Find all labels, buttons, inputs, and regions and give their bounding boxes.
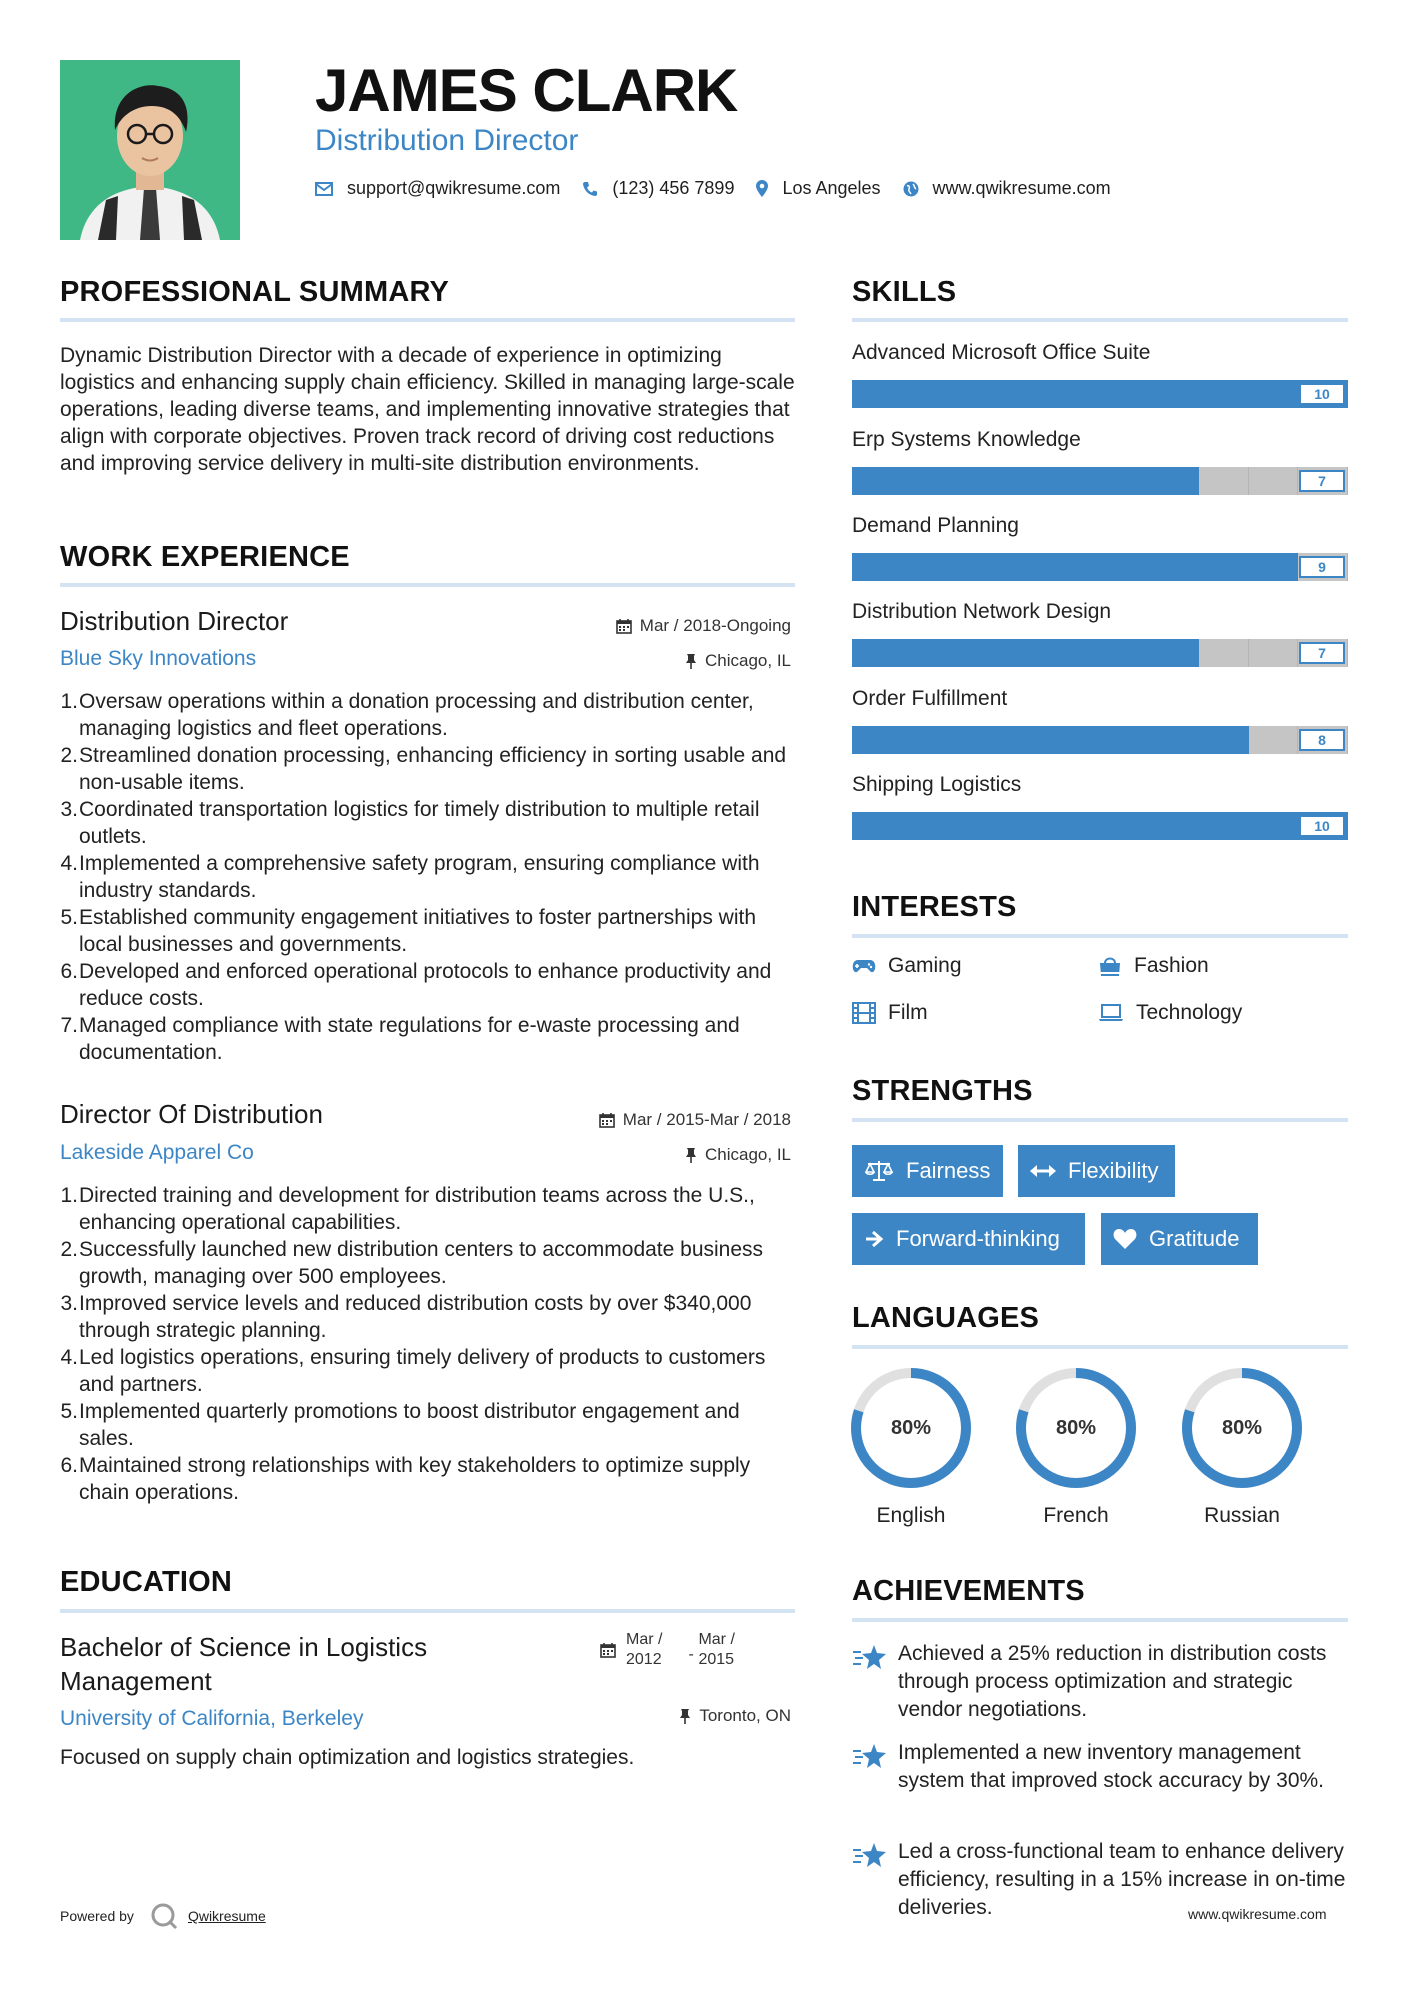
interest-label: Technology <box>1136 1001 1243 1024</box>
education-start-year: 2012 <box>626 1651 662 1668</box>
shopping-bag-icon <box>1098 955 1122 977</box>
language-item <box>1180 1366 1304 1528</box>
skill-bar-segment <box>1249 639 1299 667</box>
interest-fashion <box>1098 954 1209 978</box>
experience-rule <box>60 583 795 587</box>
language-name: French <box>1043 1504 1109 1527</box>
film-icon <box>852 1002 876 1024</box>
duty-item <box>60 688 800 742</box>
job-duties-list <box>60 688 800 1066</box>
language-name: Russian <box>1204 1504 1280 1527</box>
education-school: University of California, Berkeley <box>60 1707 364 1730</box>
contact-location <box>756 178 880 199</box>
skill-bar-fill <box>852 639 1199 667</box>
interests-heading: INTERESTS <box>852 891 1017 923</box>
calendar-icon <box>616 618 632 634</box>
job-dates-text: Mar / 2018-Ongoing <box>639 616 791 635</box>
duty-text: Successfully launched new distribution centers to accommodate business growth, managing over 500 employees. <box>79 1238 764 1288</box>
qwikresume-link[interactable]: Qwikresume <box>187 1908 266 1924</box>
contact-bar <box>315 178 1133 199</box>
duty-number: 3. <box>60 1292 78 1315</box>
job-location <box>685 651 791 671</box>
duty-item <box>60 796 800 850</box>
contact-website[interactable] <box>903 178 1111 199</box>
languages-heading: LANGUAGES <box>852 1302 1040 1334</box>
duty-item <box>60 1012 800 1066</box>
contact-email-text: support@qwikresume.com <box>347 178 561 198</box>
duty-item <box>60 1182 800 1236</box>
skill-level-badge: 9 <box>1299 556 1345 578</box>
achievement-item <box>852 1838 1352 1922</box>
strength-label: Gratitude <box>1149 1226 1240 1251</box>
language-percent: 80% <box>1055 1417 1097 1439</box>
interest-gaming <box>852 954 962 978</box>
language-ring <box>1180 1366 1304 1490</box>
skill-name: Advanced Microsoft Office Suite <box>852 341 1151 364</box>
duty-text: Managed compliance with state regulations for e-waste processing and documentation. <box>79 1014 740 1064</box>
job-dates-text: Mar / 2015-Mar / 2018 <box>622 1110 791 1129</box>
language-name: English <box>876 1504 946 1527</box>
job-location <box>685 1145 791 1165</box>
duty-number: 4. <box>60 1346 78 1369</box>
job-location-text: Chicago, IL <box>705 1145 791 1164</box>
arrows-horizontal-icon <box>1030 1164 1056 1178</box>
language-item <box>1014 1366 1138 1528</box>
duty-number: 4. <box>60 852 78 875</box>
job-company: Lakeside Apparel Co <box>60 1141 254 1164</box>
job-dates <box>616 616 791 636</box>
skill-bar <box>852 467 1348 495</box>
calendar-icon <box>600 1642 616 1658</box>
skill-bar-fill <box>852 726 1249 754</box>
strength-flexibility <box>1018 1145 1175 1197</box>
duty-number: 1. <box>60 1184 78 1207</box>
job-dates <box>599 1110 791 1130</box>
globe-icon <box>903 181 919 197</box>
skill-level-badge: 7 <box>1299 642 1345 664</box>
duty-item <box>60 742 800 796</box>
language-percent: 80% <box>890 1417 932 1439</box>
laptop-icon <box>1098 1004 1124 1022</box>
map-pin-icon <box>756 180 768 197</box>
duty-text: Maintained strong relationships with key stakeholders to optimize supply chain operations. <box>79 1454 751 1504</box>
strength-label: Flexibility <box>1068 1158 1159 1183</box>
skill-bar-fill <box>852 467 1199 495</box>
duty-item <box>60 1290 800 1344</box>
achievement-text: Led a cross-functional team to enhance delivery efficiency, resulting in a 15% increase in on-time deliveries. <box>898 1840 1346 1919</box>
job-duties-list <box>60 1182 800 1506</box>
skill-level-badge: 10 <box>1299 383 1345 405</box>
heart-icon <box>1113 1228 1137 1250</box>
qwikresume-logo-icon <box>150 1902 178 1930</box>
skill-bar-fill <box>852 380 1348 408</box>
contact-website-text: www.qwikresume.com <box>932 178 1111 198</box>
skill-bar-fill <box>852 553 1298 581</box>
interest-film <box>852 1001 928 1025</box>
duty-text: Oversaw operations within a donation processing and distribution center, managing logistics and fleet operations. <box>79 690 754 740</box>
skill-name: Shipping Logistics <box>852 773 1022 796</box>
strength-gratitude <box>1101 1213 1258 1265</box>
gamepad-icon <box>852 958 876 974</box>
duty-number: 6. <box>60 960 78 983</box>
education-rule <box>60 1609 795 1613</box>
education-description: Focused on supply chain optimization and logistics strategies. <box>60 1746 635 1769</box>
candidate-role: Distribution Director <box>315 124 579 157</box>
strength-label: Forward-thinking <box>896 1226 1060 1251</box>
job-title: Distribution Director <box>60 606 289 636</box>
duty-text: Streamlined donation processing, enhancing efficiency in sorting usable and non-usable items. <box>79 744 787 794</box>
duty-number: 2. <box>60 1238 78 1261</box>
duty-text: Led logistics operations, ensuring timely delivery of products to customers and partners. <box>79 1346 766 1396</box>
education-heading: EDUCATION <box>60 1566 233 1598</box>
phone-icon <box>582 181 598 197</box>
footer-website[interactable]: www.qwikresume.com <box>1188 1906 1327 1922</box>
contact-location-text: Los Angeles <box>782 178 881 198</box>
skill-bar <box>852 380 1348 408</box>
duty-text: Implemented quarterly promotions to boost distributor engagement and sales. <box>79 1400 740 1450</box>
envelope-icon <box>315 182 333 196</box>
achievement-text: Achieved a 25% reduction in distribution costs through process optimization and strategic vendor negotiations. <box>898 1642 1327 1721</box>
contact-email[interactable] <box>315 178 560 199</box>
pushpin-icon <box>679 1708 691 1725</box>
shooting-star-icon <box>852 1642 888 1672</box>
education-start-month: Mar / <box>626 1631 663 1648</box>
duty-text: Implemented a comprehensive safety program, ensuring compliance with industry standards. <box>79 852 760 902</box>
language-ring <box>849 1366 973 1490</box>
arrow-right-icon <box>864 1229 884 1249</box>
strength-label: Fairness <box>906 1158 991 1183</box>
education-end-year: 2015 <box>698 1651 735 1668</box>
duty-number: 1. <box>60 690 78 713</box>
duty-item <box>60 904 800 958</box>
job-title: Director Of Distribution <box>60 1099 323 1129</box>
strength-fairness <box>852 1145 1003 1197</box>
skill-bar-fill <box>852 812 1348 840</box>
contact-phone[interactable] <box>582 178 734 199</box>
duty-text: Directed training and development for distribution teams across the U.S., enhancing operational capabilities. <box>79 1184 755 1234</box>
duty-number: 3. <box>60 798 78 821</box>
education-end <box>688 1630 735 1670</box>
job-location-text: Chicago, IL <box>705 651 791 670</box>
education-date-dash: - <box>688 1646 694 1663</box>
skill-bar <box>852 812 1348 840</box>
languages-rule <box>852 1345 1348 1349</box>
skill-bar-segment <box>1249 467 1299 495</box>
summary-rule <box>60 318 795 322</box>
shooting-star-icon <box>852 1840 888 1870</box>
skill-name: Order Fulfillment <box>852 687 1008 710</box>
education-degree: Bachelor of Science in Logistics Management <box>60 1632 428 1696</box>
powered-by <box>60 1902 266 1930</box>
achievements-rule <box>852 1618 1348 1622</box>
skill-bar-segment <box>1199 467 1249 495</box>
duty-item <box>60 850 800 904</box>
duty-item <box>60 1344 800 1398</box>
skill-bar <box>852 553 1348 581</box>
strengths-rule <box>852 1118 1348 1122</box>
candidate-name: JAMES CLARK <box>315 57 738 124</box>
duty-text: Developed and enforced operational protocols to enhance productivity and reduce costs. <box>79 960 772 1010</box>
achievement-item <box>852 1640 1352 1724</box>
profile-photo <box>60 60 240 240</box>
language-item <box>849 1366 973 1528</box>
skill-bar-segment <box>1199 639 1249 667</box>
duty-item <box>60 1452 800 1506</box>
language-ring <box>1014 1366 1138 1490</box>
strengths-heading: STRENGTHS <box>852 1075 1033 1107</box>
summary-heading: PROFESSIONAL SUMMARY <box>60 276 450 308</box>
education-dates <box>600 1630 771 1670</box>
duty-number: 7. <box>60 1014 78 1037</box>
duty-text: Improved service levels and reduced distribution costs by over $340,000 through strategic planning. <box>79 1292 752 1342</box>
achievement-text: Implemented a new inventory management system that improved stock accuracy by 30%. <box>898 1741 1324 1792</box>
skill-level-badge: 8 <box>1299 729 1345 751</box>
skill-name: Demand Planning <box>852 514 1019 537</box>
strength-forward-thinking <box>852 1213 1085 1265</box>
interest-label: Gaming <box>888 954 962 977</box>
duty-number: 5. <box>60 1400 78 1423</box>
pushpin-icon <box>685 1147 697 1164</box>
achievement-item <box>852 1739 1352 1795</box>
duty-text: Coordinated transportation logistics for timely distribution to multiple retail outlets. <box>79 798 760 848</box>
skill-level-badge: 10 <box>1299 815 1345 837</box>
language-percent: 80% <box>1221 1417 1263 1439</box>
education-start <box>626 1630 662 1670</box>
skill-bar-segment <box>1249 726 1299 754</box>
duty-item <box>60 1398 800 1452</box>
skill-name: Erp Systems Knowledge <box>852 428 1081 451</box>
interest-label: Film <box>888 1001 928 1024</box>
education-location-text: Toronto, ON <box>699 1706 791 1725</box>
skill-name: Distribution Network Design <box>852 600 1112 623</box>
summary-text: Dynamic Distribution Director with a decade of experience in optimizing logistics and enhancing supply chain efficiency. Skilled in managing large-scale operations, leading diverse teams, and implementing innovative strategies that align with corporate objectives. Proven track record of driving cost reductions and improving service delivery in multi-site distribution environments. <box>60 344 795 475</box>
duty-item <box>60 958 800 1012</box>
duty-number: 2. <box>60 744 78 767</box>
interest-technology <box>1098 1001 1242 1025</box>
skill-bar <box>852 639 1348 667</box>
interests-rule <box>852 934 1348 938</box>
powered-by-label: Powered by <box>60 1908 134 1924</box>
education-location <box>679 1706 791 1726</box>
duty-item <box>60 1236 800 1290</box>
achievements-heading: ACHIEVEMENTS <box>852 1575 1085 1607</box>
skill-level-badge: 7 <box>1299 470 1345 492</box>
education-end-month: Mar / <box>698 1631 735 1648</box>
skill-bar <box>852 726 1348 754</box>
skills-heading: SKILLS <box>852 276 957 308</box>
calendar-icon <box>599 1112 615 1128</box>
balance-scale-icon <box>864 1159 894 1183</box>
duty-text: Established community engagement initiatives to foster partnerships with local businesses and governments. <box>79 906 757 956</box>
interest-label: Fashion <box>1134 954 1209 977</box>
duty-number: 6. <box>60 1454 78 1477</box>
shooting-star-icon <box>852 1741 888 1771</box>
duty-number: 5. <box>60 906 78 929</box>
skills-rule <box>852 318 1348 322</box>
job-company: Blue Sky Innovations <box>60 647 257 670</box>
experience-heading: WORK EXPERIENCE <box>60 541 350 573</box>
contact-phone-text: (123) 456 7899 <box>612 178 735 198</box>
pushpin-icon <box>685 653 697 670</box>
